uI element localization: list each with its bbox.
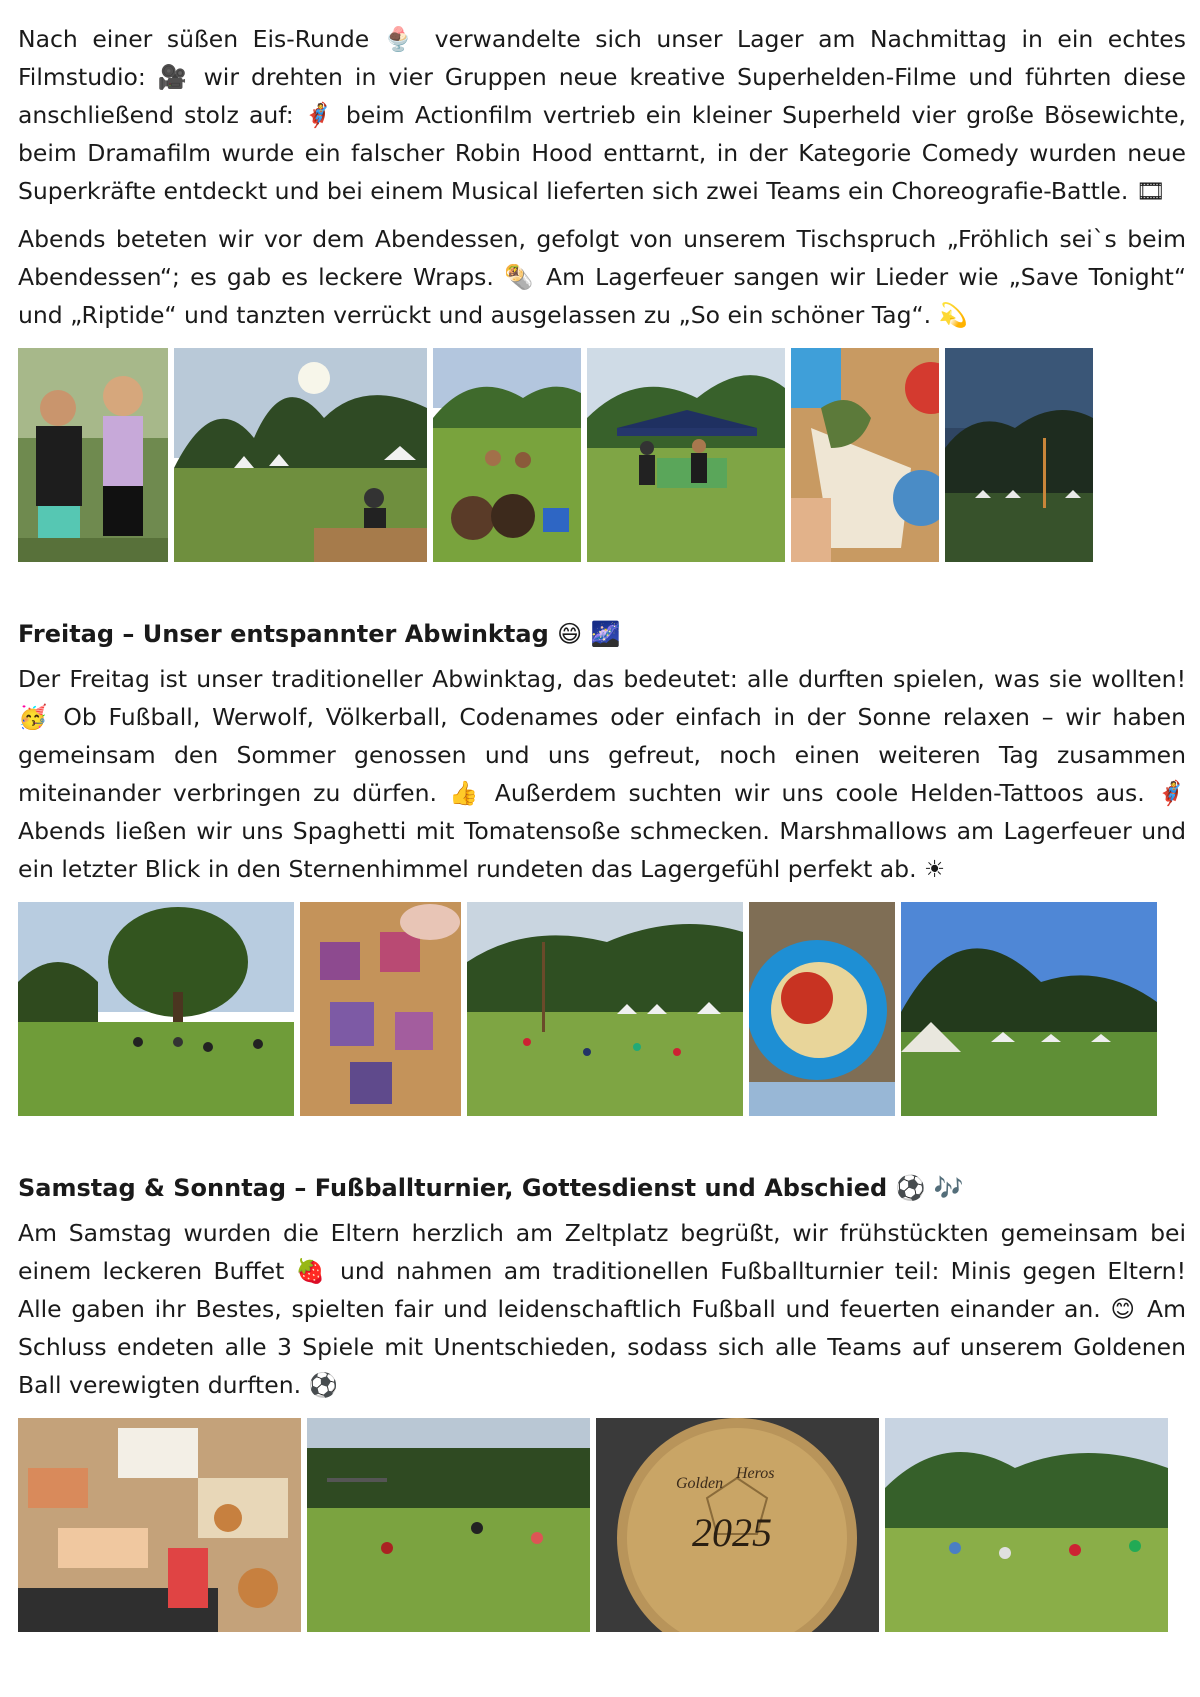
photo-kids-icecream <box>18 348 168 562</box>
photo-camp-meadow-tents <box>174 348 427 562</box>
photo-kids-playing <box>885 1418 1168 1632</box>
photo-golden-ball <box>596 1418 879 1632</box>
weekend-heading: Samstag & Sonntag – Fußballturnier, Gottesdienst und Abschied ⚽ 🎶 <box>18 1174 964 1202</box>
friday-heading: Freitag – Unser entspannter Abwinktag 😄 🌌 <box>18 620 621 648</box>
ball-year: 2025 <box>692 1510 772 1555</box>
ball-word-heros: Heros <box>736 1465 775 1482</box>
photo-football-match <box>307 1418 590 1632</box>
photo-tents-field <box>901 902 1157 1116</box>
photo-night-sky-camp <box>945 348 1093 562</box>
intro-paragraph-1: Nach einer süßen Eis-Runde 🍨 verwandelte sich unser Lager am Nachmittag in ein echtes Filmstudio: 🎥 wir drehten in vier Gruppen neue kreative Superhelden-Filme und führten diese anschließend stolz auf: 🦸 beim Actionfilm vertrieb ein kleiner Superheld vier große Bösewichte, beim Dramafilm wurde ein falscher Robin Hood enttarnt, in der Kategorie Comedy wurden neue Superkräfte entdeckt und bei einem Musical lieferten sich zwei Teams ein Choreografie-Battle. 🎞 <box>18 25 1186 205</box>
photo-wrap-food <box>791 348 939 562</box>
weekend-paragraph: Am Samstag wurden die Eltern herzlich am Zeltplatz begrüßt, wir frühstückten gemeinsam bei einem leckeren Buffet 🍓 und nahmen am traditionellen Fußballturnier teil: Minis gegen Eltern! Alle gaben ihr Bestes, spielten fair und leidenschaftlich Fußball und feuerten einander an. 😊 Am Schluss endeten alle 3 Spiele mit Unentschieden, sodass sich alle Teams auf unserem Goldenen Ball verewigten durften. ⚽ <box>18 1219 1186 1399</box>
photo-hero-tattoos <box>300 902 461 1116</box>
photo-pavilion-tent <box>587 348 785 562</box>
photo-row-2 <box>18 902 1186 1116</box>
ball-word-golden: Golden <box>676 1475 724 1492</box>
photo-film-scene <box>433 348 581 562</box>
photo-field-game <box>467 902 743 1116</box>
photo-breakfast-buffet <box>18 1418 301 1632</box>
photo-row-3 <box>18 1418 1186 1632</box>
photo-spaghetti <box>749 902 895 1116</box>
photo-tree-football <box>18 902 294 1116</box>
intro-paragraph-2: Abends beteten wir vor dem Abendessen, gefolgt von unserem Tischspruch „Fröhlich sei`s beim Abendessen“; es gab es leckere Wraps. 🌯 Am Lagerfeuer sangen wir Lieder wie „Save Tonight“ und „Riptide“ und tanzten verrückt und ausgelassen zu „So ein schöner Tag“. 💫 <box>18 225 1186 329</box>
photo-row-1 <box>18 348 1186 562</box>
document-page <box>18 20 1186 1632</box>
friday-paragraph: Der Freitag ist unser traditioneller Abwinktag, das bedeutet: alle durften spielen, was sie wollten! 🥳 Ob Fußball, Werwolf, Völkerball, Codenames oder einfach in der Sonne relaxen – wir haben gemeinsam den Sommer genossen und uns gefreut, noch einen weiteren Tag zusammen miteinander verbringen zu dürfen. 👍 Außerdem suchten wir uns coole Helden-Tattoos aus. 🦸 Abends ließen wir uns Spaghetti mit Tomatensoße schmecken. Marshmallows am Lagerfeuer und ein letzter Blick in den Sternenhimmel rundeten das Lagergefühl perfekt ab. ☀ <box>18 665 1186 883</box>
